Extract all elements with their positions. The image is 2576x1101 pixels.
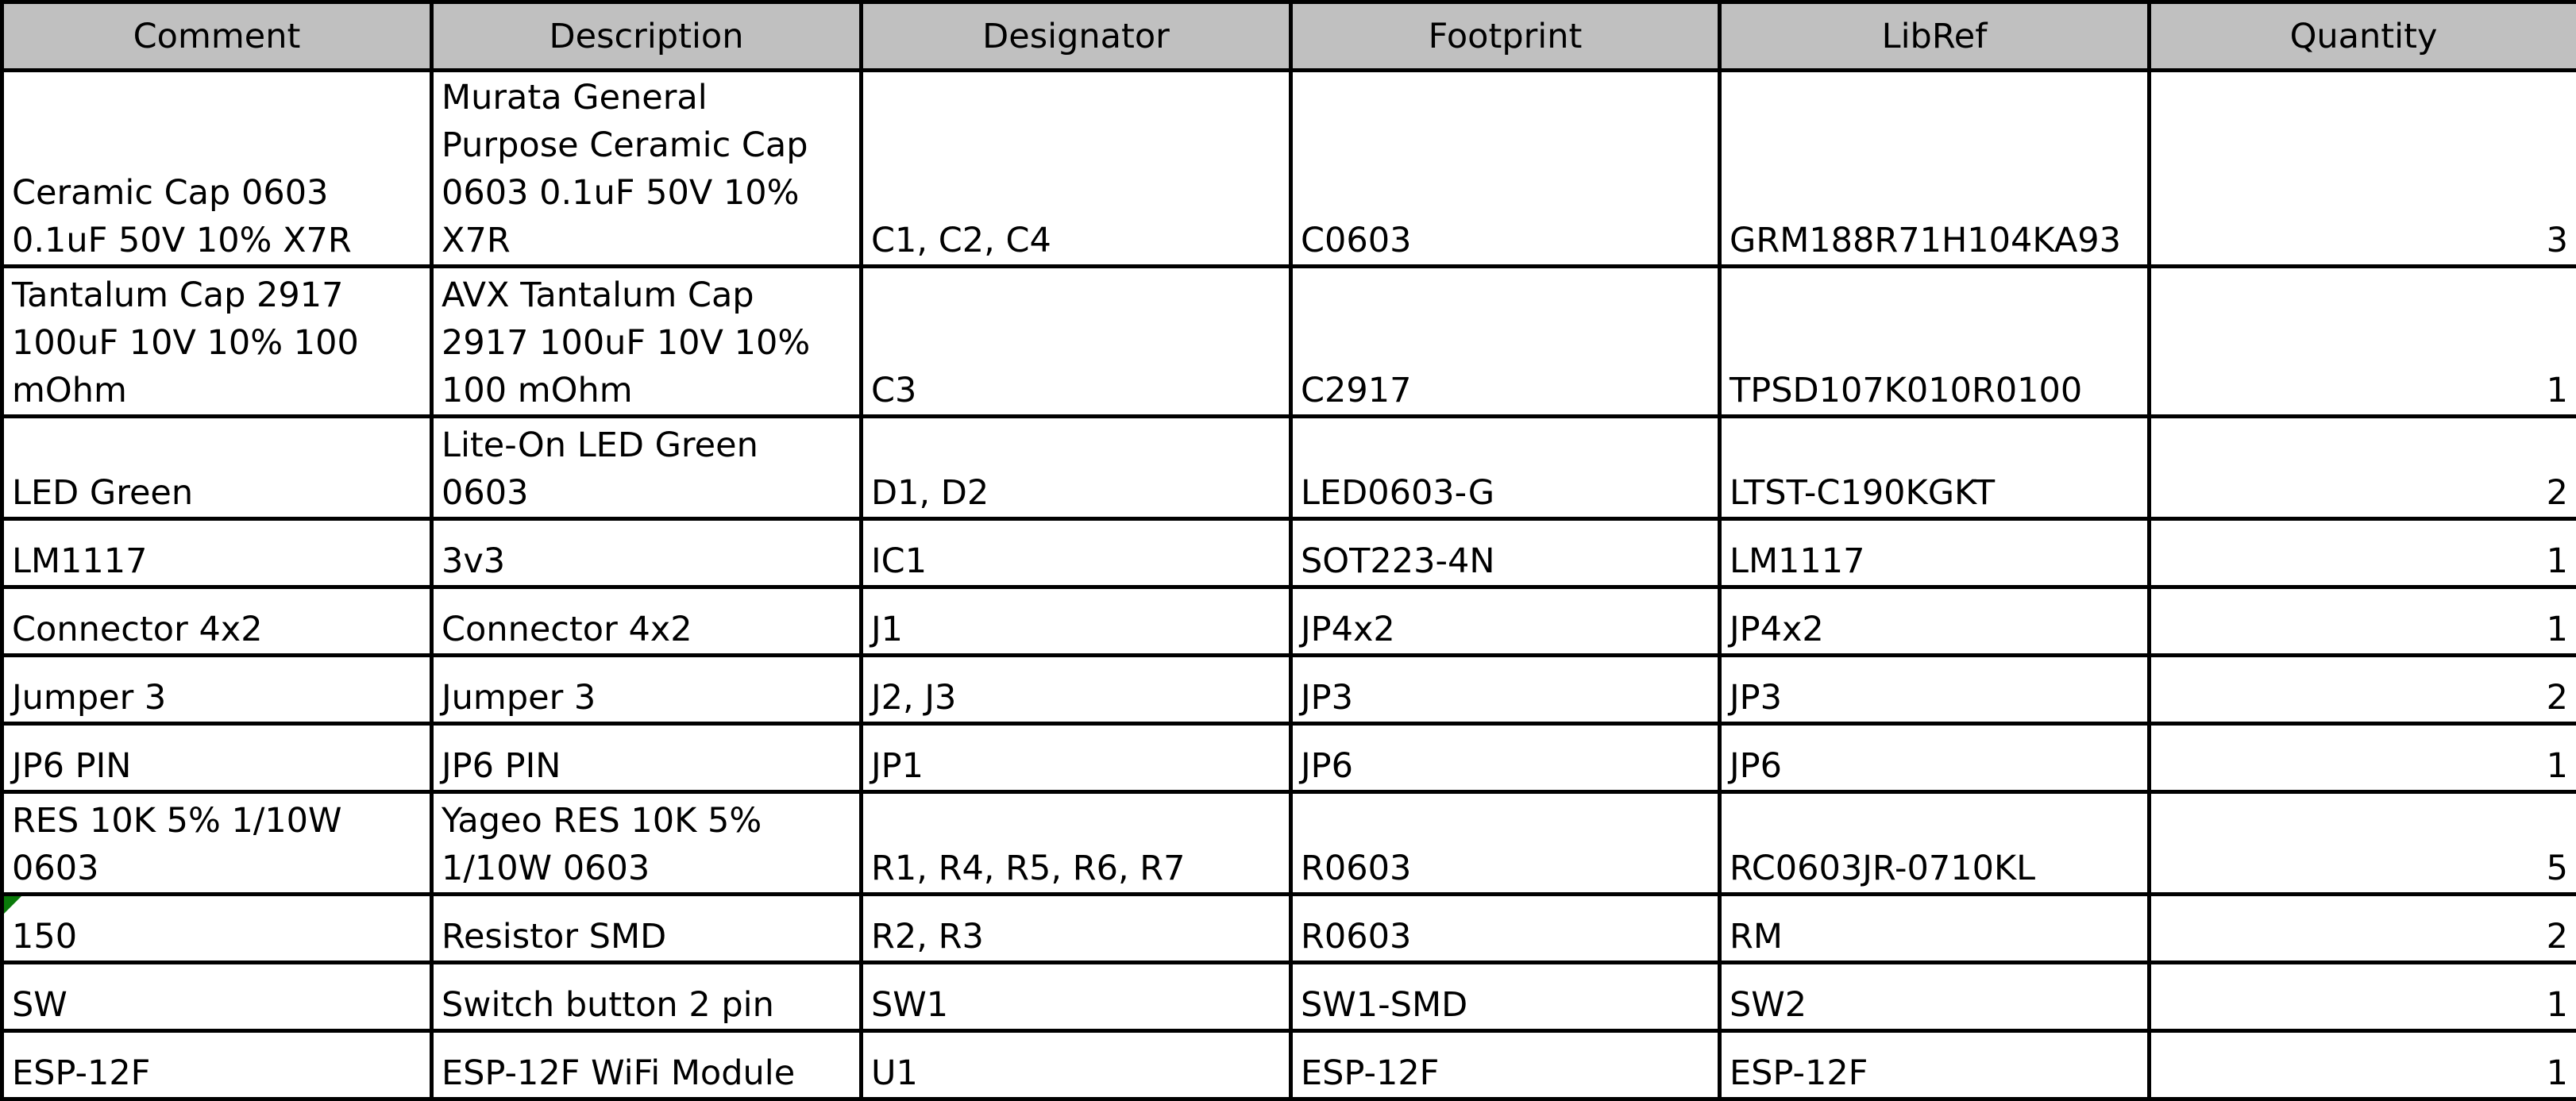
cell-comment[interactable]: LM1117: [2, 519, 432, 587]
cell-footprint[interactable]: SW1-SMD: [1291, 963, 1720, 1031]
cell-comment-marker-icon: [4, 896, 21, 914]
cell-footprint[interactable]: JP3: [1291, 656, 1720, 724]
cell-comment[interactable]: Tantalum Cap 2917 100uF 10V 10% 100 mOhm: [2, 267, 432, 417]
cell-libref[interactable]: JP4x2: [1720, 587, 2150, 656]
cell-footprint[interactable]: JP6: [1291, 724, 1720, 792]
cell-quantity[interactable]: 2: [2150, 417, 2576, 519]
cell-description[interactable]: JP6 PIN: [432, 724, 862, 792]
cell-footprint[interactable]: C0603: [1291, 71, 1720, 267]
cell-description[interactable]: 3v3: [432, 519, 862, 587]
cell-designator[interactable]: JP1: [862, 724, 1291, 792]
cell-designator[interactable]: IC1: [862, 519, 1291, 587]
cell-footprint[interactable]: ESP-12F: [1291, 1031, 1720, 1099]
cell-quantity[interactable]: 1: [2150, 963, 2576, 1031]
cell-libref[interactable]: ESP-12F: [1720, 1031, 2150, 1099]
cell-description[interactable]: Murata General Purpose Ceramic Cap 0603 0.1uF 50V 10% X7R: [432, 71, 862, 267]
cell-comment[interactable]: LED Green: [2, 417, 432, 519]
cell-quantity[interactable]: 1: [2150, 1031, 2576, 1099]
cell-comment[interactable]: SW: [2, 963, 432, 1031]
table-row: [2, 656, 2576, 724]
table-row: [2, 1031, 2576, 1099]
table-row: [2, 724, 2576, 792]
cell-designator[interactable]: C3: [862, 267, 1291, 417]
column-header-libref[interactable]: LibRef: [1720, 2, 2150, 71]
cell-comment[interactable]: ESP-12F: [2, 1031, 432, 1099]
cell-description[interactable]: Jumper 3: [432, 656, 862, 724]
table-row: [2, 267, 2576, 417]
cell-libref[interactable]: RM: [1720, 895, 2150, 963]
cell-designator[interactable]: R1, R4, R5, R6, R7: [862, 792, 1291, 895]
cell-libref[interactable]: JP3: [1720, 656, 2150, 724]
cell-libref[interactable]: JP6: [1720, 724, 2150, 792]
table-row: [2, 519, 2576, 587]
cell-footprint[interactable]: SOT223-4N: [1291, 519, 1720, 587]
cell-designator[interactable]: J1: [862, 587, 1291, 656]
cell-comment[interactable]: RES 10K 5% 1/10W 0603: [2, 792, 432, 895]
cell-designator[interactable]: SW1: [862, 963, 1291, 1031]
cell-description[interactable]: AVX Tantalum Cap 2917 100uF 10V 10% 100 mOhm: [432, 267, 862, 417]
cell-designator[interactable]: C1, C2, C4: [862, 71, 1291, 267]
cell-libref[interactable]: GRM188R71H104KA93: [1720, 71, 2150, 267]
cell-quantity[interactable]: 1: [2150, 724, 2576, 792]
cell-libref[interactable]: SW2: [1720, 963, 2150, 1031]
cell-footprint[interactable]: JP4x2: [1291, 587, 1720, 656]
cell-quantity[interactable]: 5: [2150, 792, 2576, 895]
table-row: [2, 895, 2576, 963]
column-header-footprint[interactable]: Footprint: [1291, 2, 1720, 71]
table-row: [2, 792, 2576, 895]
cell-libref[interactable]: RC0603JR-0710KL: [1720, 792, 2150, 895]
cell-description[interactable]: Lite-On LED Green 0603: [432, 417, 862, 519]
cell-quantity[interactable]: 1: [2150, 267, 2576, 417]
column-header-comment[interactable]: Comment: [2, 2, 432, 71]
table-row: [2, 71, 2576, 267]
cell-quantity[interactable]: 2: [2150, 656, 2576, 724]
cell-footprint[interactable]: R0603: [1291, 895, 1720, 963]
column-header-description[interactable]: Description: [432, 2, 862, 71]
header-row: [2, 2, 2576, 71]
cell-footprint[interactable]: C2917: [1291, 267, 1720, 417]
cell-description[interactable]: Switch button 2 pin: [432, 963, 862, 1031]
cell-libref[interactable]: TPSD107K010R0100: [1720, 267, 2150, 417]
cell-quantity[interactable]: 1: [2150, 587, 2576, 656]
cell-description[interactable]: Connector 4x2: [432, 587, 862, 656]
cell-quantity[interactable]: 3: [2150, 71, 2576, 267]
cell-comment[interactable]: Jumper 3: [2, 656, 432, 724]
cell-description[interactable]: Yageo RES 10K 5% 1/10W 0603: [432, 792, 862, 895]
cell-libref[interactable]: LM1117: [1720, 519, 2150, 587]
cell-designator[interactable]: J2, J3: [862, 656, 1291, 724]
cell-designator[interactable]: D1, D2: [862, 417, 1291, 519]
cell-comment[interactable]: JP6 PIN: [2, 724, 432, 792]
cell-quantity[interactable]: 1: [2150, 519, 2576, 587]
table-row: [2, 417, 2576, 519]
cell-description[interactable]: ESP-12F WiFi Module: [432, 1031, 862, 1099]
cell-designator[interactable]: R2, R3: [862, 895, 1291, 963]
cell-comment-text: 150: [12, 917, 77, 957]
cell-libref[interactable]: LTST-C190KGKT: [1720, 417, 2150, 519]
cell-footprint[interactable]: LED0603-G: [1291, 417, 1720, 519]
cell-designator[interactable]: U1: [862, 1031, 1291, 1099]
table-row: [2, 587, 2576, 656]
table-row: [2, 963, 2576, 1031]
cell-comment[interactable]: Ceramic Cap 0603 0.1uF 50V 10% X7R: [2, 71, 432, 267]
cell-description[interactable]: Resistor SMD: [432, 895, 862, 963]
cell-comment[interactable]: [2, 895, 432, 963]
cell-footprint[interactable]: R0603: [1291, 792, 1720, 895]
column-header-designator[interactable]: Designator: [862, 2, 1291, 71]
cell-comment[interactable]: Connector 4x2: [2, 587, 432, 656]
cell-quantity[interactable]: 2: [2150, 895, 2576, 963]
column-header-quantity[interactable]: Quantity: [2150, 2, 2576, 71]
